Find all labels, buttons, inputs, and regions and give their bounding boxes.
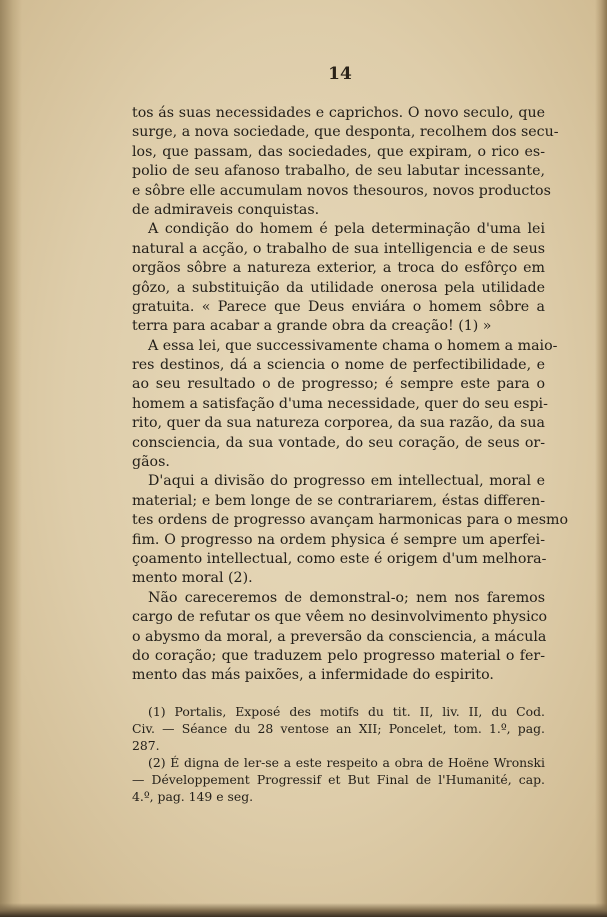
footnote-line: — Développement Progressif et But Final de l'Humanité, cap.	[132, 772, 545, 787]
page-edge	[595, 0, 607, 917]
footnote-line: (1) Portalis, Exposé des motifs du tit. II, liv. II, du Cod.	[148, 704, 545, 719]
text-line: A condição do homem é pela determinação d'uma lei	[148, 221, 545, 238]
text-line: ao seu resultado o de progresso; é sempre este para o	[132, 376, 545, 393]
page-bottom-edge	[0, 903, 607, 917]
text-line: çoamento intellectual, como este é origem d'um melhora-	[132, 550, 547, 567]
page-number: 14	[328, 64, 352, 84]
text-line: gãos.	[132, 454, 170, 471]
text-line: A essa lei, que successivamente chama o homem a maio-	[148, 337, 558, 354]
text-line: natural a acção, o trabalho de sua intelligencia e de seus	[132, 240, 545, 257]
text-line: consciencia, da sua vontade, do seu coração, de seus or-	[132, 434, 545, 451]
text-line: homem a satisfação d'uma necessidade, quer do seu espi-	[132, 395, 548, 412]
text-line: terra para acabar a grande obra da creação! (1) »	[132, 318, 492, 335]
text-line: gratuita. « Parece que Deus enviára o homem sôbre a	[132, 298, 545, 315]
text-line: cargo de refutar os que vêem no desinvolvimento physico	[132, 609, 548, 626]
text-line: mento das más paixões, a infermidade do espirito.	[132, 667, 494, 684]
text-line: D'aqui a divisão do progresso em intellectual, moral e	[148, 473, 545, 490]
text-line: tes ordens de progresso avançam harmonicas para o mesmo	[132, 512, 569, 529]
footnote-line: Civ. — Séance du 28 ventose an XII; Poncelet, tom. 1.º, pag.	[132, 721, 545, 736]
text-line: e sôbre elle accumulam novos thesouros, novos productos	[132, 182, 551, 199]
footnote-line: 4.º, pag. 149 e seg.	[132, 789, 254, 804]
text-line: surge, a nova sociedade, que desponta, recolhem dos secu-	[132, 124, 559, 141]
footnote-line: (2) É digna de ler-se a este respeito a obra de Hoëne Wronski	[148, 755, 545, 770]
text-line: do coração; que traduzem pelo progresso material o fer-	[132, 647, 545, 664]
text-line: los, que passam, das sociedades, que expiram, o rico es-	[132, 143, 545, 160]
text-line: orgãos sôbre a natureza exterior, a troca do esfôrço em	[132, 260, 545, 277]
text-line: Não careceremos de demonstral-o; nem nos faremos	[148, 589, 545, 606]
text-line: gôzo, a substituição da utilidade onerosa pela utilidade	[132, 279, 545, 296]
text-line: de admiraveis conquistas.	[132, 201, 320, 218]
text-line: polio de seu afanoso trabalho, de seu labutar incessante,	[132, 163, 545, 180]
footnote-line: 287.	[132, 738, 160, 753]
text-line: material; e bem longe de se contrariarem, éstas differen-	[132, 492, 545, 509]
text-line: res destinos, dá a sciencia o nome de perfectibilidade, e	[132, 357, 545, 374]
main-text	[132, 104, 569, 686]
footnotes	[132, 703, 545, 805]
text-line: rito, quer da sua natureza corporea, da sua razão, da sua	[132, 415, 545, 432]
text-line: mento moral (2).	[132, 570, 253, 587]
text-line: o abysmo da moral, a preversão da consciencia, a mácula	[132, 628, 547, 645]
page-gutter-shadow	[0, 0, 22, 917]
text-line: fim. O progresso na ordem physica é sempre um aperfei-	[132, 531, 545, 548]
text-line: tos ás suas necessidades e caprichos. O novo seculo, que	[132, 105, 545, 121]
